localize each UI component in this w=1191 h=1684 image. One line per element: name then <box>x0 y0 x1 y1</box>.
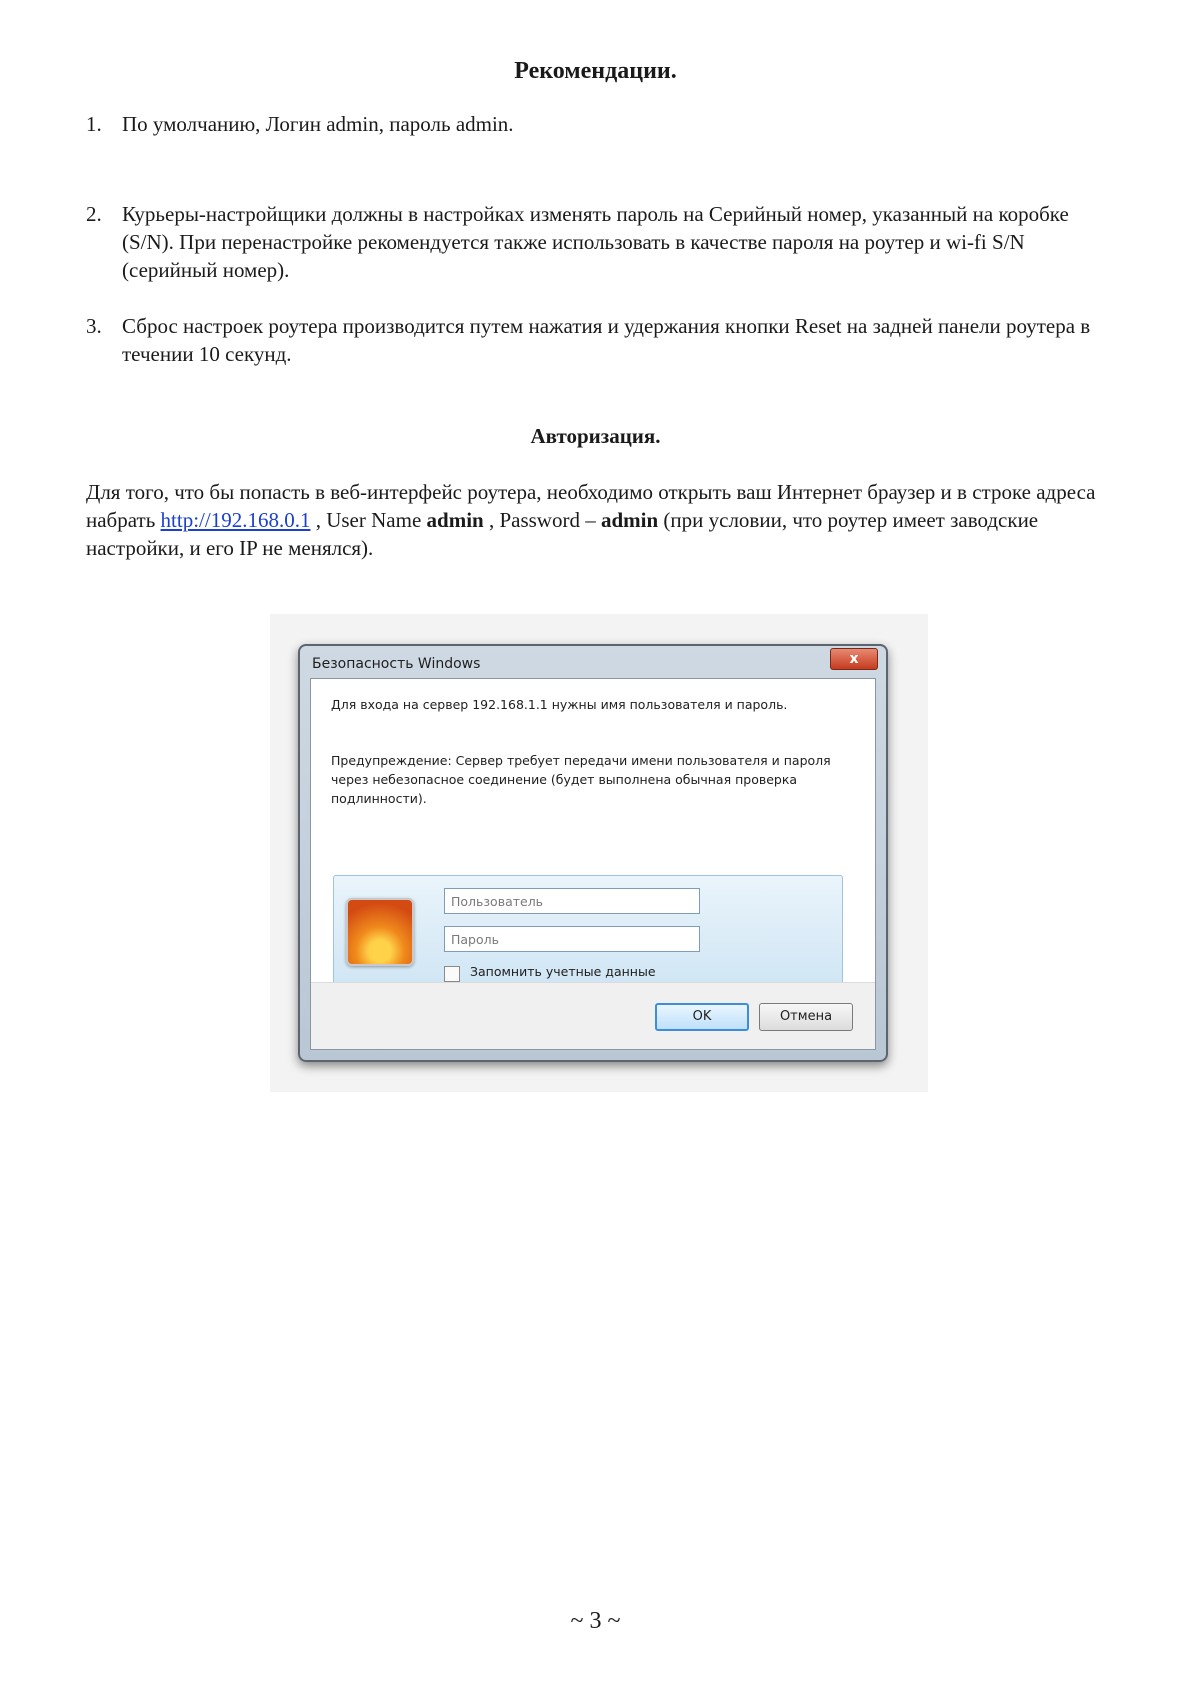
dialog-message: Для входа на сервер 192.168.1.1 нужны имя пользователя и пароль. <box>331 697 788 712</box>
auth-text-3: , Password – <box>483 508 601 532</box>
list-item-text: Курьеры-настройщики должны в настройках изменять пароль на Серийный номер, указанный на коробке (S/N). При перенастройке рекомендуется также использовать в качестве пароля на роутер и wi-fi S/N (серийный номер). <box>122 202 1069 282</box>
router-url-link[interactable]: http://192.168.0.1 <box>160 508 311 532</box>
auth-text-2: , User Name <box>310 508 427 532</box>
close-button[interactable]: x <box>830 648 878 670</box>
heading-authorization: Авторизация. <box>530 424 661 448</box>
list-item-number: 3. <box>86 314 102 338</box>
dialog-warning: Предупреждение: Сервер требует передачи имени пользователя и пароля через небезопасное соединение (будет выполнена обычная проверка подлинности). <box>331 753 831 806</box>
list-item-text: По умолчанию, Логин admin, пароль admin. <box>122 112 514 136</box>
auth-text-1: Для того, что бы попасть в веб-интерфейс роутера, необходимо открыть ваш Интернет браузер и в строке адреса набрать <box>86 480 1096 532</box>
auth-paragraph <box>86 478 1116 562</box>
dialog-title: Безопасность Windows <box>312 656 481 672</box>
security-dialog-window <box>298 644 888 1062</box>
remember-label: Запомнить учетные данные <box>470 964 656 979</box>
dialog-body <box>310 678 876 1050</box>
default-username: admin <box>426 508 484 532</box>
credentials-panel <box>333 875 843 991</box>
dialog-footer <box>311 982 875 1049</box>
username-input[interactable]: Пользователь <box>444 888 700 914</box>
heading-recommendations: Рекомендации. <box>514 58 677 84</box>
login-dialog-screenshot <box>270 614 928 1092</box>
password-input[interactable]: Пароль <box>444 926 700 952</box>
remember-checkbox[interactable] <box>444 966 460 982</box>
page-number: ~ 3 ~ <box>570 1608 621 1634</box>
default-password: admin <box>600 508 659 532</box>
cancel-button[interactable]: Отмена <box>759 1003 853 1031</box>
ok-button[interactable]: OK <box>655 1003 749 1031</box>
list-item-number: 2. <box>86 202 102 226</box>
auth-text-4: (при условии, что роутер имеет заводские настройки, и его IP не менялся). <box>86 508 1039 560</box>
list-item-number: 1. <box>86 112 102 136</box>
user-avatar-icon <box>346 898 414 966</box>
list-item-text: Сброс настроек роутера производится путем нажатия и удержания кнопки Reset на задней панели роутера в течении 10 секунд. <box>122 314 1091 366</box>
